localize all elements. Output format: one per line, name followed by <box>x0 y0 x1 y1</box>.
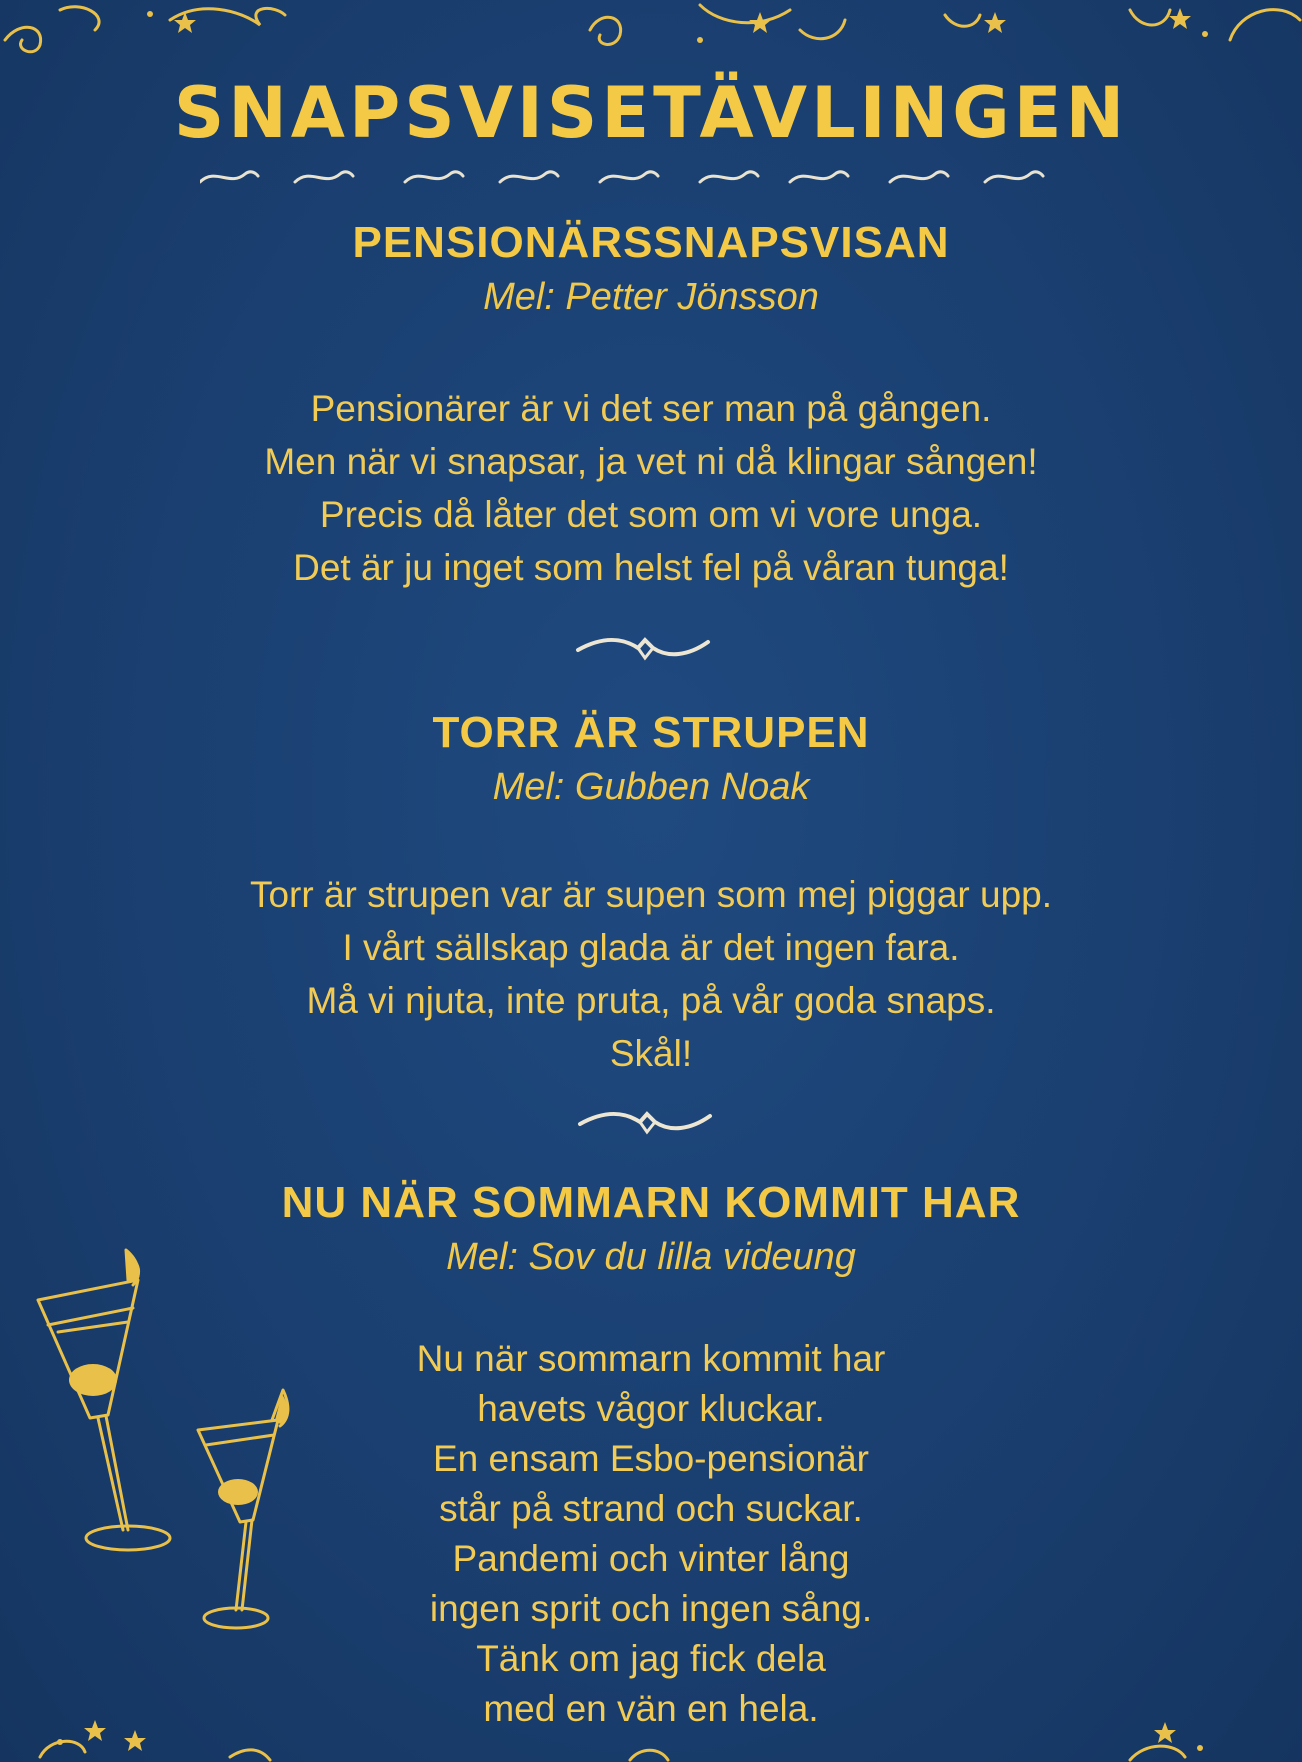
song-melody-3: Mel: Sov du lilla videung <box>446 1236 856 1278</box>
song-title-2: TORR ÄR STRUPEN <box>432 708 870 757</box>
verse-line: ingen sprit och ingen sång. <box>429 1588 873 1629</box>
snaps-glass-icons <box>28 1240 298 1640</box>
verse-line: Precis då låter det som om vi vore unga. <box>319 494 983 535</box>
verse-line: Skål! <box>609 1033 693 1074</box>
verse-line: I vårt sällskap glada är det ingen fara. <box>342 927 960 968</box>
song-title-3: NU NÄR SOMMARN KOMMIT HAR <box>281 1178 1021 1227</box>
verse-line: En ensam Esbo-pensionär <box>432 1438 870 1479</box>
verse-line: Tänk om jag fick dela <box>476 1638 826 1679</box>
wave-ornament-row <box>200 162 1060 192</box>
swirl-star-border-bottom <box>0 1702 1302 1762</box>
song-melody-2: Mel: Gubben Noak <box>492 766 810 808</box>
song-melody-1: Mel: Petter Jönsson <box>483 276 819 318</box>
verse-line: Torr är strupen var är supen som mej piggar upp. <box>249 874 1053 915</box>
verse-line: Men när vi snapsar, ja vet ni då klingar sången! <box>264 441 1038 482</box>
verse-line: Må vi njuta, inte pruta, på vår goda snaps. <box>306 980 996 1021</box>
verse-line: Nu när sommarn kommit har <box>416 1338 886 1379</box>
verse-line: med en vän en hela. <box>483 1688 819 1729</box>
wave-ornament-divider-2 <box>575 1102 715 1142</box>
verse-line: havets vågor kluckar. <box>477 1388 825 1429</box>
song-verse-1 <box>0 382 1302 594</box>
poster-title: SNAPSVISETÄVLINGEN <box>173 72 1129 154</box>
verse-line: Det är ju inget som helst fel på våran tunga! <box>293 547 1009 588</box>
song-title-1: PENSIONÄRSSNAPSVISAN <box>352 218 950 267</box>
verse-line: Pandemi och vinter lång <box>452 1538 850 1579</box>
song-verse-2 <box>0 868 1302 1080</box>
swirl-star-border-top <box>0 0 1302 60</box>
verse-line: står på strand och suckar. <box>439 1488 863 1529</box>
wave-ornament-divider-1 <box>573 628 713 668</box>
verse-line: Pensionärer är vi det ser man på gången. <box>310 388 992 429</box>
